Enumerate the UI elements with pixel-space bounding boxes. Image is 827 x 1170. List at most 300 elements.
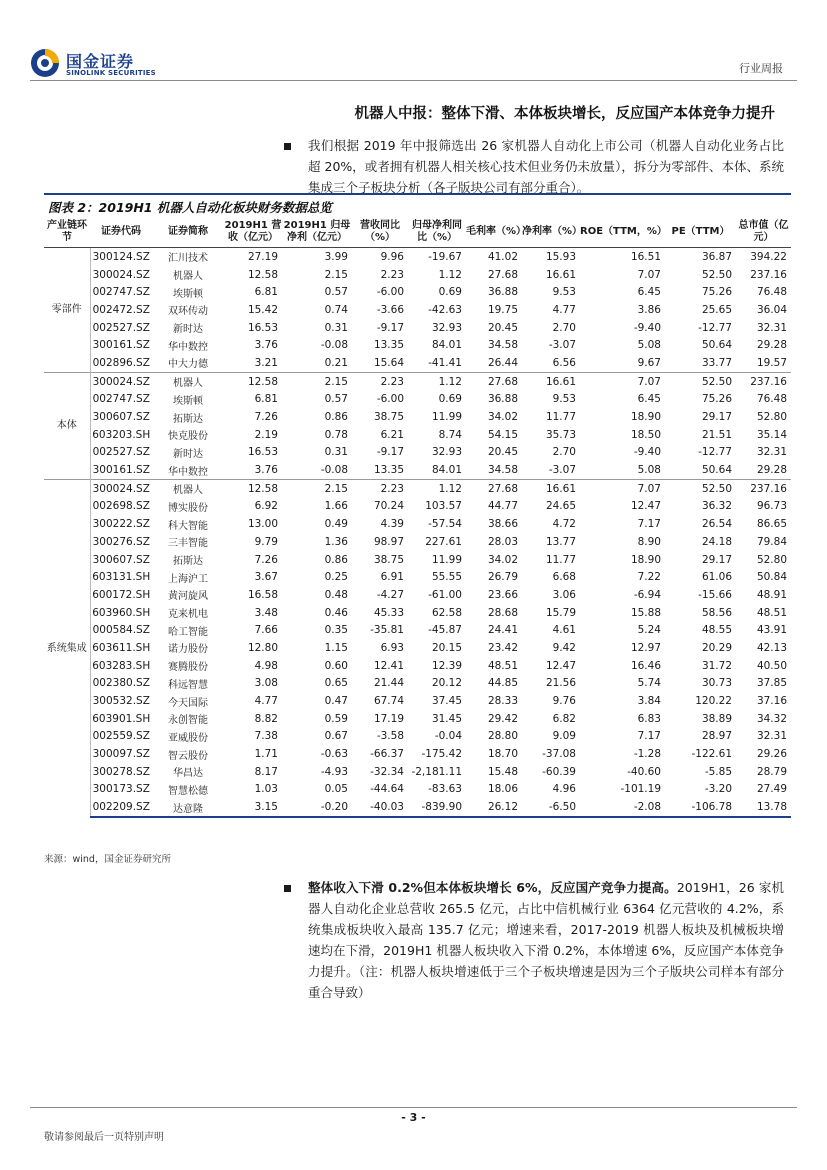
value-cell: 2.70 <box>552 446 576 459</box>
value-cell: -12.77 <box>698 321 732 334</box>
value-cell: 23.42 <box>487 641 518 654</box>
value-cell: 7.38 <box>254 730 278 743</box>
value-cell: 5.08 <box>637 339 661 352</box>
value-cell: 1.66 <box>324 500 348 513</box>
value-cell: 31.45 <box>431 712 462 725</box>
header-divider <box>30 80 797 81</box>
value-cell: -6.00 <box>376 393 404 406</box>
stock-name-cell: 三丰智能 <box>168 538 208 550</box>
table-row <box>44 319 791 337</box>
value-cell: -2.08 <box>580 798 665 817</box>
value-cell: -4.93 <box>320 765 348 778</box>
value-cell: 0.74 <box>324 303 348 316</box>
stock-code-cell: 300278.SZ <box>92 765 150 778</box>
stock-name-cell: 汇川技术 <box>168 253 208 265</box>
table-row <box>44 657 791 675</box>
value-cell: 16.53 <box>247 446 278 459</box>
table-row <box>44 515 791 533</box>
disclaimer-text: 敬请参阅最后一页特别声明 <box>44 1132 164 1143</box>
value-cell: 52.50 <box>701 268 732 281</box>
stock-code-cell: 300124.SZ <box>92 250 150 263</box>
table-row <box>44 283 791 301</box>
value-cell: -6.50 <box>522 798 580 817</box>
stock-code-cell: 002472.SZ <box>92 303 150 316</box>
value-cell: -42.63 <box>428 303 462 316</box>
stock-name-cell: 哈工智能 <box>168 626 208 638</box>
value-cell: 2.23 <box>352 479 408 497</box>
stock-name-cell: 双环传动 <box>168 306 208 318</box>
value-cell: 58.56 <box>701 606 732 619</box>
value-cell: 34.02 <box>487 411 518 424</box>
value-cell: 237.16 <box>736 479 791 497</box>
value-cell: 20.45 <box>487 446 518 459</box>
value-cell: 76.48 <box>756 393 787 406</box>
value-cell: 7.22 <box>637 571 661 584</box>
value-cell: 6.91 <box>380 571 404 584</box>
section-title: 机器人中报：整体下滑、本体板块增长，反应国产本体竞争力提升 <box>354 106 775 122</box>
value-cell: -40.60 <box>627 765 661 778</box>
value-cell: 8.90 <box>637 535 661 548</box>
stock-name-cell: 华中数控 <box>168 341 208 353</box>
value-cell: 42.13 <box>756 641 787 654</box>
stock-code-cell: 002380.SZ <box>92 677 150 690</box>
value-cell: -0.04 <box>434 730 462 743</box>
stock-name-cell: 诺力股份 <box>168 644 208 656</box>
value-cell: 41.02 <box>487 250 518 263</box>
value-cell: 29.28 <box>756 464 787 477</box>
value-cell: -3.20 <box>704 783 732 796</box>
value-cell: 34.32 <box>756 712 787 725</box>
summary-lead: 整体收入下滑 0.2%但本体板块增长 6%，反应国产竞争力提高。 <box>308 880 677 895</box>
value-cell: 8.82 <box>254 712 278 725</box>
value-cell: 37.16 <box>756 695 787 708</box>
value-cell: 13.78 <box>736 798 791 817</box>
value-cell: 7.07 <box>637 268 661 281</box>
value-cell: 3.76 <box>254 464 278 477</box>
value-cell: 48.91 <box>756 588 787 601</box>
value-cell: 16.46 <box>630 659 661 672</box>
stock-code-cell: 002527.SZ <box>92 446 150 459</box>
value-cell: 52.80 <box>756 411 787 424</box>
value-cell: 38.75 <box>373 411 404 424</box>
summary-body: 2019H1，26 家机器人自动化企业总营收 265.5 亿元，占比中信机械行业 6364 亿元营收的 4.2%，系统集成板块收入最高 135.7 亿元；增速来看，2017-2019 机器人板块及机械板块增速均在下滑，2019H1 机器人板块收入下滑 0.2%，本体增速 6%，反应国产本体竞争力提升。（注：机器人板块增速低于三个子板块增速是因为三个子版块公司样本有部分重合导致） <box>308 880 784 1000</box>
value-cell: 98.97 <box>373 535 404 548</box>
stock-code-cell: 300222.SZ <box>92 518 150 531</box>
value-cell: 6.81 <box>254 286 278 299</box>
value-cell: 16.58 <box>247 588 278 601</box>
value-cell: 12.58 <box>224 372 282 390</box>
column-header: PE（TTM） <box>665 217 736 248</box>
value-cell: 27.19 <box>247 250 278 263</box>
value-cell: -6.94 <box>633 588 661 601</box>
value-cell: 7.26 <box>254 553 278 566</box>
value-cell: 11.99 <box>431 411 462 424</box>
value-cell: 15.64 <box>373 356 404 369</box>
value-cell: -44.64 <box>370 783 404 796</box>
value-cell: 0.05 <box>324 783 348 796</box>
segment-label: 系统集成 <box>44 479 90 817</box>
value-cell: 0.35 <box>324 624 348 637</box>
table-row <box>44 710 791 728</box>
column-header: 2019H1 归母净利（亿元） <box>282 217 352 248</box>
value-cell: 24.18 <box>701 535 732 548</box>
value-cell: -122.61 <box>691 748 732 761</box>
value-cell: 103.57 <box>425 500 462 513</box>
stock-name-cell: 博实股份 <box>168 502 208 514</box>
value-cell: 9.67 <box>637 356 661 369</box>
value-cell: 6.68 <box>552 571 576 584</box>
value-cell: 24.65 <box>545 500 576 513</box>
stock-name-cell: 机器人 <box>152 372 224 390</box>
stock-code-cell: 002896.SZ <box>92 356 150 369</box>
value-cell: 0.78 <box>324 428 348 441</box>
column-header: 证券代码 <box>90 217 152 248</box>
value-cell: 9.76 <box>552 695 576 708</box>
stock-name-cell: 智慧松德 <box>168 785 208 797</box>
value-cell: -4.27 <box>376 588 404 601</box>
value-cell: 38.66 <box>487 518 518 531</box>
value-cell: 23.66 <box>487 588 518 601</box>
value-cell: 28.79 <box>756 765 787 778</box>
value-cell: 84.01 <box>431 464 462 477</box>
value-cell: 9.53 <box>552 286 576 299</box>
value-cell: 15.48 <box>487 765 518 778</box>
value-cell: 9.42 <box>552 641 576 654</box>
value-cell: -5.85 <box>704 765 732 778</box>
figure-title: 图表 2：2019H1 机器人自动化板块财务数据总览 <box>48 200 332 215</box>
value-cell: -3.66 <box>376 303 404 316</box>
value-cell: 29.17 <box>701 411 732 424</box>
value-cell: 76.48 <box>756 286 787 299</box>
value-cell: 15.93 <box>545 250 576 263</box>
value-cell: 5.74 <box>637 677 661 690</box>
value-cell: 33.77 <box>701 356 732 369</box>
stock-code-cell: 002527.SZ <box>92 321 150 334</box>
value-cell: 16.61 <box>522 479 580 497</box>
value-cell: 16.61 <box>545 268 576 281</box>
value-cell: 19.75 <box>487 303 518 316</box>
table-row <box>44 728 791 746</box>
stock-name-cell: 科大智能 <box>168 520 208 532</box>
value-cell: 6.56 <box>552 356 576 369</box>
value-cell: 3.21 <box>254 356 278 369</box>
intro-paragraph: 我们根据 2019 年中报筛选出 26 家机器人自动化上市公司（机器人自动化业务占比超 20%，或者拥有机器人相关核心技术但业务仍未放量），拆分为零部件、本体、系统集成三个子板块分析（各子版块公司有部分重合）。 <box>308 138 784 195</box>
stock-name-cell: 拓斯达 <box>173 556 203 568</box>
value-cell: 0.65 <box>324 677 348 690</box>
value-cell: 7.26 <box>254 411 278 424</box>
column-header: 净利率（%） <box>522 217 580 248</box>
value-cell: 34.02 <box>487 553 518 566</box>
value-cell: 0.47 <box>324 695 348 708</box>
value-cell: 27.68 <box>466 372 522 390</box>
value-cell: 28.03 <box>487 535 518 548</box>
value-cell: 4.61 <box>552 624 576 637</box>
company-logo <box>30 48 154 80</box>
stock-name-cell: 华中数控 <box>168 466 208 478</box>
value-cell: 11.77 <box>545 553 576 566</box>
value-cell: 24.41 <box>487 624 518 637</box>
table-row <box>44 248 791 266</box>
value-cell: 0.46 <box>324 606 348 619</box>
value-cell: 62.58 <box>431 606 462 619</box>
value-cell: 1.03 <box>254 783 278 796</box>
value-cell: 34.58 <box>487 464 518 477</box>
value-cell: 9.09 <box>552 730 576 743</box>
value-cell: 0.31 <box>324 446 348 459</box>
page-number: - 3 - <box>401 1111 426 1124</box>
value-cell: 9.79 <box>254 535 278 548</box>
table-row <box>44 586 791 604</box>
stock-code-cell: 300532.SZ <box>92 695 150 708</box>
value-cell: 120.22 <box>695 695 732 708</box>
table-row <box>44 692 791 710</box>
stock-code-cell: 300161.SZ <box>92 464 150 477</box>
value-cell: 40.50 <box>756 659 787 672</box>
value-cell: -9.17 <box>376 446 404 459</box>
value-cell: 12.39 <box>431 659 462 672</box>
value-cell: 2.70 <box>552 321 576 334</box>
value-cell: 28.33 <box>487 695 518 708</box>
footer-divider <box>30 1107 797 1108</box>
column-header: 证券简称 <box>152 217 224 248</box>
value-cell: -0.20 <box>282 798 352 817</box>
table-row <box>44 551 791 569</box>
value-cell: 0.25 <box>324 571 348 584</box>
value-cell: 8.17 <box>254 765 278 778</box>
value-cell: 28.97 <box>701 730 732 743</box>
value-cell: 16.51 <box>630 250 661 263</box>
value-cell: 9.96 <box>380 250 404 263</box>
value-cell: 7.07 <box>580 372 665 390</box>
value-cell: 28.80 <box>487 730 518 743</box>
value-cell: 0.69 <box>438 286 462 299</box>
value-cell: 5.24 <box>637 624 661 637</box>
value-cell: 3.99 <box>324 250 348 263</box>
value-cell: 16.61 <box>522 372 580 390</box>
value-cell: 0.48 <box>324 588 348 601</box>
column-header: 总市值（亿元） <box>736 217 791 248</box>
value-cell: 20.15 <box>431 641 462 654</box>
stock-name-cell: 科远智慧 <box>168 679 208 691</box>
value-cell: 4.98 <box>254 659 278 672</box>
value-cell: 36.32 <box>701 500 732 513</box>
value-cell: 36.88 <box>487 393 518 406</box>
bullet-icon <box>284 143 291 150</box>
table-row <box>44 621 791 639</box>
value-cell: 52.80 <box>756 553 787 566</box>
value-cell: 29.26 <box>756 748 787 761</box>
value-cell: 26.54 <box>701 518 732 531</box>
value-cell: 52.50 <box>665 372 736 390</box>
value-cell: 12.47 <box>630 500 661 513</box>
value-cell: 1.12 <box>408 372 466 390</box>
stock-name-cell: 新时达 <box>173 448 203 460</box>
stock-code-cell: 603960.SH <box>92 606 151 619</box>
value-cell: 3.76 <box>254 339 278 352</box>
value-cell: 0.59 <box>324 712 348 725</box>
value-cell: -3.58 <box>376 730 404 743</box>
value-cell: 32.31 <box>756 321 787 334</box>
value-cell: 2.15 <box>324 268 348 281</box>
value-cell: 12.41 <box>373 659 404 672</box>
value-cell: 3.84 <box>637 695 661 708</box>
value-cell: 35.14 <box>756 428 787 441</box>
table-row <box>44 408 791 426</box>
value-cell: 36.88 <box>487 286 518 299</box>
value-cell: 1.12 <box>408 479 466 497</box>
value-cell: 18.70 <box>487 748 518 761</box>
value-cell: 8.74 <box>438 428 462 441</box>
stock-name-cell: 华昌达 <box>173 768 203 780</box>
table-row <box>44 336 791 354</box>
value-cell: 34.58 <box>487 339 518 352</box>
table-row <box>44 354 791 372</box>
stock-code-cell: 300024.SZ <box>92 268 150 281</box>
value-cell: 54.15 <box>487 428 518 441</box>
value-cell: -35.81 <box>370 624 404 637</box>
table-row <box>44 444 791 462</box>
value-cell: 26.12 <box>466 798 522 817</box>
value-cell: 3.67 <box>254 571 278 584</box>
stock-name-cell: 快克股份 <box>168 431 208 443</box>
stock-code-cell: 002747.SZ <box>92 393 150 406</box>
stock-code-cell: 603131.SH <box>92 571 151 584</box>
stock-name-cell: 新时达 <box>173 324 203 336</box>
value-cell: -101.19 <box>620 783 661 796</box>
table-row <box>44 391 791 409</box>
table-row <box>44 426 791 444</box>
value-cell: 28.68 <box>487 606 518 619</box>
table-row <box>44 639 791 657</box>
stock-code-cell: 300024.SZ <box>90 372 152 390</box>
value-cell: 18.06 <box>487 783 518 796</box>
table-body <box>44 248 791 818</box>
value-cell: -9.40 <box>633 321 661 334</box>
value-cell: 48.51 <box>487 659 518 672</box>
value-cell: 0.60 <box>324 659 348 672</box>
value-cell: 27.49 <box>756 783 787 796</box>
table-row <box>44 498 791 516</box>
stock-name-cell: 机器人 <box>173 271 203 283</box>
value-cell: -2,181.11 <box>411 765 462 778</box>
value-cell: 52.50 <box>665 479 736 497</box>
value-cell: 32.93 <box>431 446 462 459</box>
column-header: ROE（TTM，%） <box>580 217 665 248</box>
value-cell: 6.45 <box>637 393 661 406</box>
value-cell: 55.55 <box>431 571 462 584</box>
value-cell: 18.90 <box>630 411 661 424</box>
value-cell: 27.68 <box>466 479 522 497</box>
column-header: 毛利率（%） <box>466 217 522 248</box>
table-header-row <box>44 217 791 248</box>
value-cell: 32.31 <box>756 730 787 743</box>
value-cell: 0.49 <box>324 518 348 531</box>
value-cell: -15.66 <box>698 588 732 601</box>
table-row <box>44 781 791 799</box>
value-cell: 45.33 <box>373 606 404 619</box>
value-cell: 2.19 <box>254 428 278 441</box>
bullet-icon <box>284 885 291 892</box>
stock-code-cell: 300024.SZ <box>90 479 152 497</box>
financial-data-table <box>44 217 791 818</box>
value-cell: 27.68 <box>487 268 518 281</box>
stock-name-cell: 今天国际 <box>168 697 208 709</box>
value-cell: -1.28 <box>633 748 661 761</box>
value-cell: -0.08 <box>320 464 348 477</box>
value-cell: 35.73 <box>545 428 576 441</box>
value-cell: -3.07 <box>548 339 576 352</box>
value-cell: 3.15 <box>224 798 282 817</box>
value-cell: 6.82 <box>552 712 576 725</box>
segment-label: 本体 <box>44 372 90 479</box>
value-cell: 7.66 <box>254 624 278 637</box>
value-cell: -41.41 <box>428 356 462 369</box>
value-cell: 3.08 <box>254 677 278 690</box>
value-cell: 70.24 <box>373 500 404 513</box>
value-cell: 20.45 <box>487 321 518 334</box>
column-header: 产业链环节 <box>44 217 90 248</box>
segment-label: 零部件 <box>44 248 90 373</box>
value-cell: 1.15 <box>324 641 348 654</box>
value-cell: 21.51 <box>701 428 732 441</box>
value-cell: 20.29 <box>701 641 732 654</box>
value-cell: 17.19 <box>373 712 404 725</box>
stock-name-cell: 达意隆 <box>152 798 224 817</box>
value-cell: 26.44 <box>487 356 518 369</box>
figure-title-bar <box>44 193 791 216</box>
value-cell: -83.63 <box>428 783 462 796</box>
value-cell: 6.81 <box>254 393 278 406</box>
figure-source: 来源：wind，国金证券研究所 <box>44 854 171 865</box>
stock-code-cell: 300607.SZ <box>92 411 150 424</box>
stock-code-cell: 300173.SZ <box>92 783 150 796</box>
value-cell: 0.31 <box>324 321 348 334</box>
value-cell: -0.08 <box>320 339 348 352</box>
value-cell: 29.42 <box>487 712 518 725</box>
value-cell: 6.83 <box>637 712 661 725</box>
value-cell: 4.77 <box>552 303 576 316</box>
value-cell: 1.71 <box>254 748 278 761</box>
value-cell: 237.16 <box>736 372 791 390</box>
value-cell: 6.93 <box>380 641 404 654</box>
value-cell: 4.96 <box>552 783 576 796</box>
value-cell: -37.08 <box>542 748 576 761</box>
value-cell: 3.48 <box>254 606 278 619</box>
value-cell: 0.57 <box>324 393 348 406</box>
column-header: 营收同比（%） <box>352 217 408 248</box>
stock-code-cell: 300161.SZ <box>92 339 150 352</box>
table-row <box>44 479 791 497</box>
stock-name-cell: 中大力德 <box>168 359 208 371</box>
value-cell: 9.53 <box>552 393 576 406</box>
value-cell: -106.78 <box>665 798 736 817</box>
value-cell: 4.72 <box>552 518 576 531</box>
stock-code-cell: 603283.SH <box>92 659 151 672</box>
stock-name-cell: 亚威股份 <box>168 732 208 744</box>
stock-code-cell: 603901.SH <box>92 712 151 725</box>
value-cell: 0.67 <box>324 730 348 743</box>
value-cell: 84.01 <box>431 339 462 352</box>
value-cell: 26.79 <box>487 571 518 584</box>
table-row <box>44 372 791 390</box>
value-cell: 13.35 <box>373 464 404 477</box>
stock-code-cell: 603611.SH <box>92 641 151 654</box>
value-cell: 50.64 <box>701 464 732 477</box>
value-cell: 31.72 <box>701 659 732 672</box>
value-cell: 18.50 <box>630 428 661 441</box>
value-cell: -57.54 <box>428 518 462 531</box>
value-cell: 36.87 <box>701 250 732 263</box>
